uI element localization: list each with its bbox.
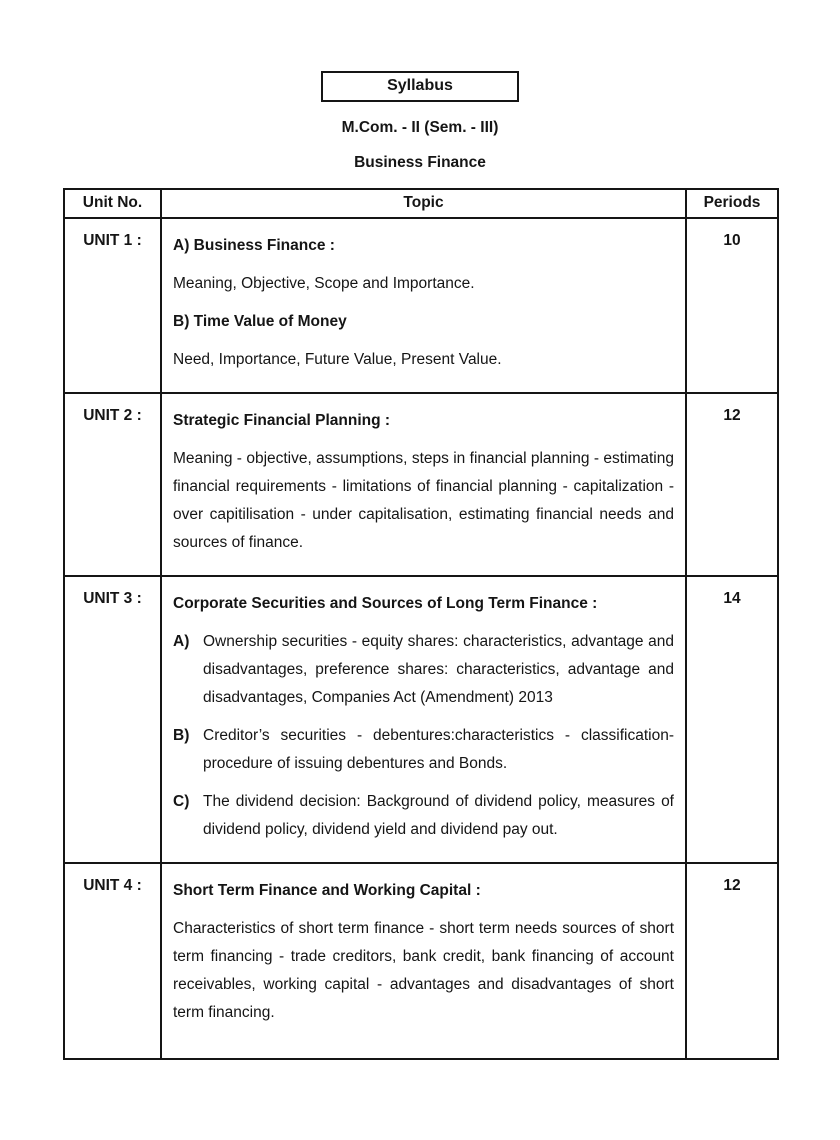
table-row xyxy=(64,863,778,1059)
periods-cell: 12 xyxy=(686,393,778,576)
list-item-text: The dividend decision: Background of dividend policy, measures of dividend policy, dividend yield and dividend pay out. xyxy=(203,793,674,838)
topic-cell xyxy=(161,218,686,393)
table-header-row xyxy=(64,189,778,218)
table-row xyxy=(64,218,778,393)
periods-cell: 10 xyxy=(686,218,778,393)
topic-paragraph: Meaning, Objective, Scope and Importance. xyxy=(173,275,475,292)
topic-heading: Corporate Securities and Sources of Long Term Finance : xyxy=(173,595,598,612)
topic-heading: A) Business Finance : xyxy=(173,237,335,254)
topic-labeled-paragraph xyxy=(173,788,674,844)
unit-number-cell: UNIT 3 : xyxy=(64,576,161,863)
unit-number-cell: UNIT 4 : xyxy=(64,863,161,1059)
unit-number-cell: UNIT 2 : xyxy=(64,393,161,576)
topic-paragraph: Need, Importance, Future Value, Present Value. xyxy=(173,351,502,368)
topic-paragraph: Meaning - objective, assumptions, steps in financial planning - estimating financial requirements - limitations of financial planning - capitalization - over capitilisation - under capitalisation, estimating financial needs and sources of finance. xyxy=(173,450,674,551)
column-header-topic: Topic xyxy=(161,189,686,218)
list-item-text: Ownership securities - equity shares: characteristics, advantage and disadvantages, preference shares: characteristics, advantage and disadvantages, Companies Act (Amendment) 2013 xyxy=(203,633,674,706)
topic-cell xyxy=(161,576,686,863)
topic-heading: Strategic Financial Planning : xyxy=(173,412,391,429)
list-item-label: B) xyxy=(173,727,190,744)
topic-cell xyxy=(161,863,686,1059)
table-row xyxy=(64,576,778,863)
list-item-label: C) xyxy=(173,793,190,810)
list-item-label: A) xyxy=(173,633,190,650)
unit-number-cell: UNIT 1 : xyxy=(64,218,161,393)
column-header-periods: Periods xyxy=(686,189,778,218)
topic-labeled-paragraph xyxy=(173,722,674,778)
periods-cell: 12 xyxy=(686,863,778,1059)
periods-cell: 14 xyxy=(686,576,778,863)
page-title: Syllabus xyxy=(321,71,519,102)
topic-heading: B) Time Value of Money xyxy=(173,313,347,330)
table-row xyxy=(64,393,778,576)
list-item-text: Creditor’s securities - debentures:characteristics - classification-procedure of issuing debentures and Bonds. xyxy=(203,727,674,772)
course-name: M.Com. - II (Sem. - III) xyxy=(341,119,499,136)
subject-name: Business Finance xyxy=(354,154,486,171)
column-header-unit: Unit No. xyxy=(64,189,161,218)
syllabus-table-body xyxy=(64,218,778,1059)
topic-paragraph: Characteristics of short term finance - short term needs sources of short term financing - trade creditors, bank credit, bank financing of account receivables, working capital - advantages and disadvantages of short term financing. xyxy=(173,920,674,1021)
topic-labeled-paragraph xyxy=(173,628,674,712)
topic-heading: Short Term Finance and Working Capital : xyxy=(173,882,481,899)
topic-cell xyxy=(161,393,686,576)
syllabus-table xyxy=(63,188,779,1060)
